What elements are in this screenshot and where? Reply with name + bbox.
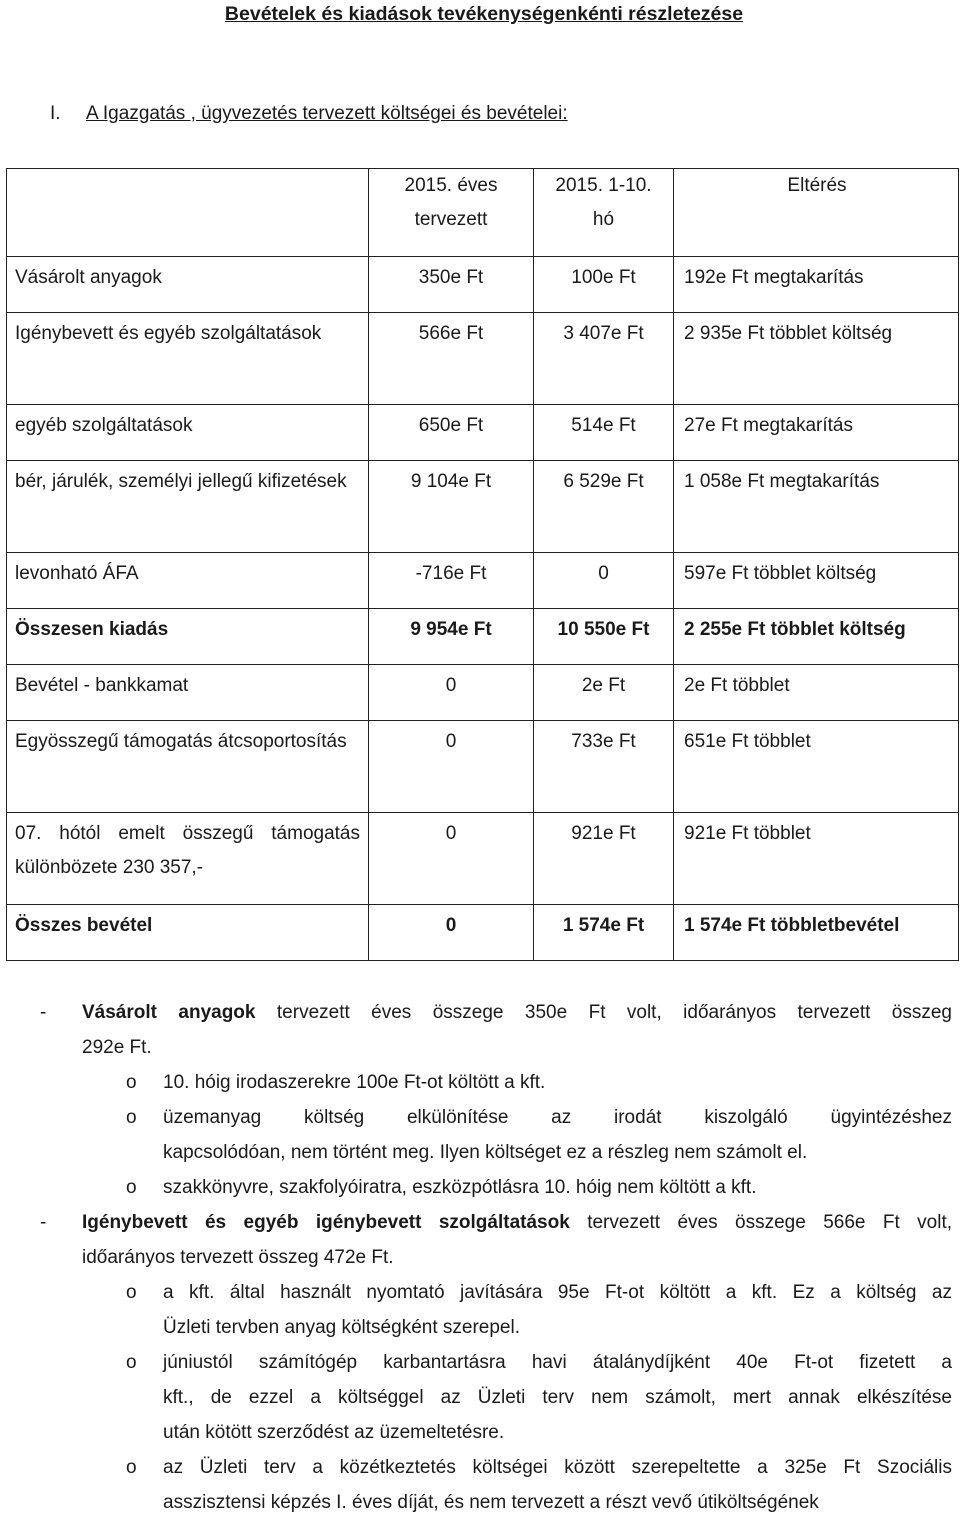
note-line bbox=[0, 1101, 960, 1136]
note-line bbox=[0, 1066, 960, 1101]
planned-value: 0 bbox=[369, 905, 534, 961]
header-planned bbox=[369, 169, 534, 257]
bullet-text: után kötött szerződést az üzemeltetésre. bbox=[163, 1422, 505, 1443]
header-diff: Eltérés bbox=[674, 169, 959, 257]
actual-value: 100e Ft bbox=[534, 257, 674, 313]
note-line bbox=[0, 1276, 960, 1311]
bullet-text: szakkönyvre, szakfolyóiratra, eszközpótlásra 10. hóig nem költött a kft. bbox=[163, 1177, 757, 1198]
bullet-text: kft., de ezzel a költséggel az Üzleti terv nem számolt, mert annak elkészítése bbox=[163, 1387, 952, 1408]
note-line bbox=[0, 1486, 960, 1521]
table-row bbox=[7, 813, 959, 905]
row-label: Igénybevett és egyéb szolgáltatások bbox=[7, 313, 369, 405]
note-line bbox=[0, 996, 960, 1031]
row-label: egyéb szolgáltatások bbox=[7, 405, 369, 461]
row-label: 07. hótól emelt összegű támogatás különbözete 230 357,- bbox=[7, 813, 369, 905]
note-text: 292e Ft. bbox=[82, 1037, 152, 1058]
difference-value: 651e Ft többlet bbox=[674, 721, 959, 813]
section-title: A Igazgatás , ügyvezetés tervezett költségei és bevételei: bbox=[86, 103, 568, 124]
bullet-text: a kft. által használt nyomtató javítására 95e Ft-ot költött a kft. Ez a költség az bbox=[163, 1282, 952, 1303]
note-bold-term: Igénybevett és egyéb igénybevett szolgáltatások bbox=[82, 1212, 570, 1233]
header-planned-line2: tervezett bbox=[414, 209, 488, 230]
note-text-rest: tervezett éves összege 566e Ft volt, bbox=[569, 1212, 953, 1233]
row-label: Bevétel - bankkamat bbox=[7, 665, 369, 721]
note-line bbox=[0, 1381, 960, 1416]
difference-value: 597e Ft többlet költség bbox=[674, 553, 959, 609]
actual-value: 1 574e Ft bbox=[534, 905, 674, 961]
bullet-group-2 bbox=[0, 1276, 960, 1521]
table-row bbox=[7, 553, 959, 609]
planned-value: 650e Ft bbox=[369, 405, 534, 461]
table-header-row bbox=[7, 169, 959, 257]
planned-value: 350e Ft bbox=[369, 257, 534, 313]
bullet-marker: o bbox=[126, 1352, 137, 1373]
section-number: I. bbox=[50, 103, 61, 124]
actual-value: 6 529e Ft bbox=[534, 461, 674, 553]
table-row bbox=[7, 313, 959, 405]
planned-value: 0 bbox=[369, 721, 534, 813]
difference-value: 1 058e Ft megtakarítás bbox=[674, 461, 959, 553]
note-line bbox=[0, 1416, 960, 1451]
header-actual-line1: 2015. 1-10. bbox=[555, 175, 652, 196]
bullet-text: az Üzleti terv a közétkeztetés költségei között szerepeltette a 325e Ft Szociális bbox=[163, 1457, 952, 1478]
note-line bbox=[0, 1206, 960, 1241]
header-planned-line1: 2015. éves bbox=[404, 175, 498, 196]
bullet-text: üzemanyag költség elkülönítése az irodát kiszolgáló ügyintézéshez bbox=[163, 1107, 952, 1128]
difference-value: 921e Ft többlet bbox=[674, 813, 959, 905]
header-actual-line2: hó bbox=[592, 209, 615, 230]
difference-value: 192e Ft megtakarítás bbox=[674, 257, 959, 313]
difference-value: 1 574e Ft többletbevétel bbox=[674, 905, 959, 961]
bullet-marker: o bbox=[126, 1177, 137, 1198]
row-label: Összes bevétel bbox=[7, 905, 369, 961]
table-row bbox=[7, 257, 959, 313]
actual-value: 3 407e Ft bbox=[534, 313, 674, 405]
dash-marker: - bbox=[40, 1212, 47, 1233]
planned-value: 0 bbox=[369, 665, 534, 721]
budget-table bbox=[6, 168, 959, 961]
difference-value: 2 935e Ft többlet költség bbox=[674, 313, 959, 405]
planned-value: 566e Ft bbox=[369, 313, 534, 405]
bullet-marker: o bbox=[126, 1107, 137, 1128]
note-text bbox=[82, 996, 952, 1030]
difference-value: 2 255e Ft többlet költség bbox=[674, 609, 959, 665]
note-text bbox=[82, 1206, 952, 1240]
bullet-text: júniustól számítógép karbantartásra havi átalánydíjként 40e Ft-ot fizetett a bbox=[163, 1352, 952, 1373]
bullet-group-1 bbox=[0, 1066, 960, 1206]
note-line bbox=[0, 1346, 960, 1381]
planned-value: 9 104e Ft bbox=[369, 461, 534, 553]
section-heading bbox=[50, 97, 568, 131]
note-line bbox=[0, 1136, 960, 1171]
planned-value: -716e Ft bbox=[369, 553, 534, 609]
actual-value: 0 bbox=[534, 553, 674, 609]
bullet-text: asszisztensi képzés I. éves díját, és nem tervezett a részt vevő útiköltségének bbox=[163, 1492, 819, 1513]
planned-value: 9 954e Ft bbox=[369, 609, 534, 665]
actual-value: 514e Ft bbox=[534, 405, 674, 461]
header-actual bbox=[534, 169, 674, 257]
note-line bbox=[0, 1451, 960, 1486]
bullet-marker: o bbox=[126, 1282, 137, 1303]
row-label: Összesen kiadás bbox=[7, 609, 369, 665]
note-line bbox=[0, 1241, 960, 1276]
row-label: Egyösszegű támogatás átcsoportosítás bbox=[7, 721, 369, 813]
planned-value: 0 bbox=[369, 813, 534, 905]
table-row bbox=[7, 665, 959, 721]
note-text-rest: tervezett éves összege 350e Ft volt, időarányos tervezett összeg bbox=[255, 1002, 952, 1023]
header-label-cell bbox=[7, 169, 369, 257]
actual-value: 733e Ft bbox=[534, 721, 674, 813]
note-line bbox=[0, 1311, 960, 1346]
bullet-marker: o bbox=[126, 1457, 137, 1478]
bullet-text: kapcsolódóan, nem történt meg. Ilyen költséget ez a részleg nem számolt el. bbox=[163, 1142, 808, 1163]
difference-value: 2e Ft többlet bbox=[674, 665, 959, 721]
dash-marker: - bbox=[40, 1002, 47, 1023]
row-label: Vásárolt anyagok bbox=[7, 257, 369, 313]
bullet-marker: o bbox=[126, 1072, 137, 1093]
bullet-text: Üzleti tervben anyag költségként szerepel. bbox=[163, 1317, 520, 1338]
table-row bbox=[7, 405, 959, 461]
note-text: időarányos tervezett összeg 472e Ft. bbox=[82, 1247, 394, 1268]
table-row bbox=[7, 721, 959, 813]
bullet-text: 10. hóig irodaszerekre 100e Ft-ot költött a kft. bbox=[163, 1072, 546, 1093]
table-row bbox=[7, 905, 959, 961]
actual-value: 921e Ft bbox=[534, 813, 674, 905]
actual-value: 10 550e Ft bbox=[534, 609, 674, 665]
row-label: bér, járulék, személyi jellegű kifizetések bbox=[7, 461, 369, 553]
document-title: Bevételek és kiadások tevékenységenkénti részletezése bbox=[224, 3, 744, 25]
table-row bbox=[7, 609, 959, 665]
table-row bbox=[7, 461, 959, 553]
actual-value: 2e Ft bbox=[534, 665, 674, 721]
note-line bbox=[0, 1171, 960, 1206]
note-bold-term: Vásárolt anyagok bbox=[82, 1002, 256, 1023]
note-line bbox=[0, 1031, 960, 1066]
difference-value: 27e Ft megtakarítás bbox=[674, 405, 959, 461]
notes-section bbox=[0, 996, 960, 1521]
row-label: levonható ÁFA bbox=[7, 553, 369, 609]
